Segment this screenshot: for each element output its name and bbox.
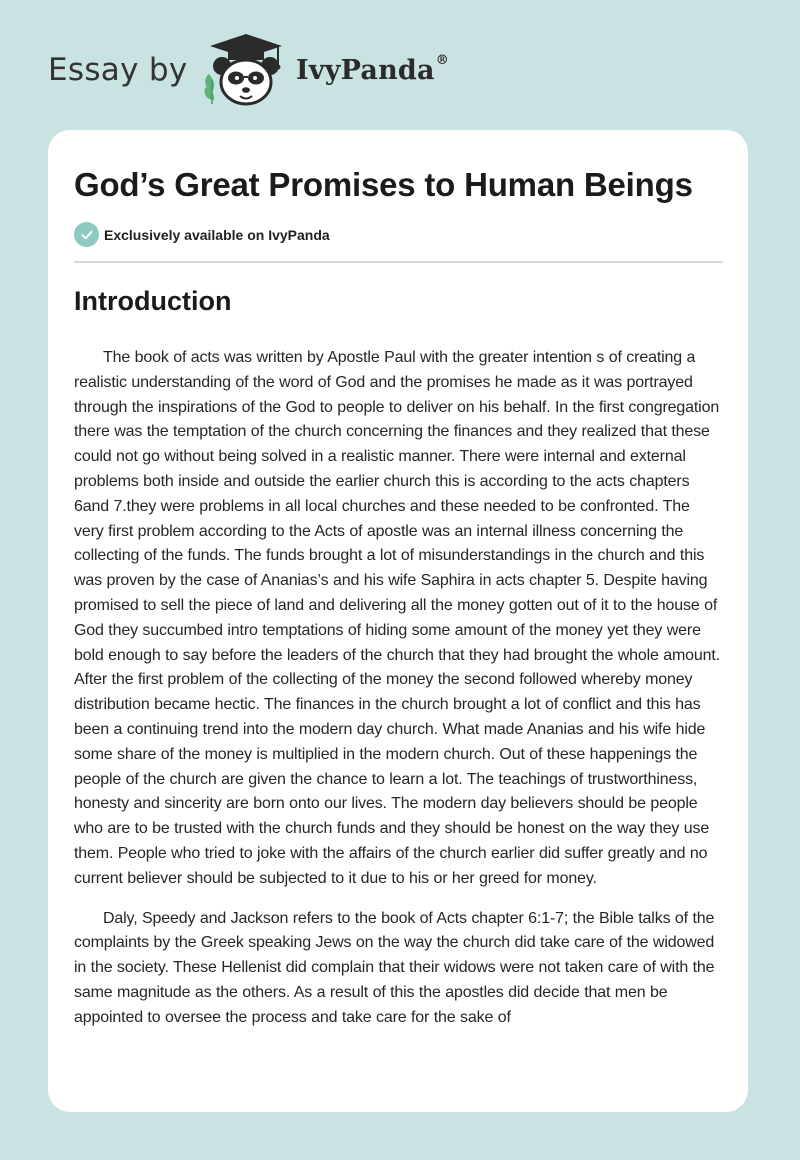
brand-name[interactable]: IvyPanda® [296, 53, 449, 86]
page-title: God’s Great Promises to Human Beings [74, 166, 693, 203]
exclusive-badge [74, 222, 330, 247]
divider [74, 261, 723, 263]
essay-by-label: Essay by [48, 52, 188, 88]
paragraph: The book of acts was written by Apostle Paul with the greater intention s of creating a realistic understanding of the word of God and the promises he made as it was portrayed through the inspirations of the God to people to deliver on his behalf. In the first congregation there was the temptation of the church concerning the finances and they realized that these could not go without being solved in a realistic manner. There were internal and external problems both inside and outside the earlier church this is according to the acts chapters 6and 7.they were problems in all local churches and these needed to be confronted. The very first problem according to the Acts of apostle was an internal illness concerning the collecting of the funds. The funds brought a lot of misunderstandings in the church and this was proven by the case of Ananias’s and his wife Saphira in acts chapter 5. Despite having promised to sell the piece of land and delivering all the money gotten out of it to the house of God they succumbed intro temptations of hiding some amount of the money yet they were bold enough to say before the leaders of the church that they had brought the whole amount. After the first problem of the collecting of the money the second followed whereby money distribution became hectic. The finances in the church brought a lot of conflict and this has been a continuing trend into the modern day church. What made Ananias and his wife hide some share of the money is multiplied in the modern church. Out of these happenings the people of the church are given the chance to learn a lot. The teachings of trustworthiness, honesty and sincerity are born onto our lives. The modern day believers should be people who are to be trusted with the church funds and they should be honest on the way they use them. People who tried to joke with the affairs of the church earlier did suffer greatly and no current believer should be subjected to it due to his or her greed for money. [74, 349, 721, 887]
site-header [0, 0, 800, 120]
check-circle-icon [74, 222, 99, 247]
panda-graduate-logo-icon[interactable] [200, 30, 292, 110]
paragraph: Daly, Speedy and Jackson refers to the book of Acts chapter 6:1-7; the Bible talks of the complaints by the Greek speaking Jews on the way the church did take care of the widowed in the society. These Hellenist did complain that their widows were not taken care of with the same magnitude as the others. As a result of this the apostles did decide that men be appointed to oversee the process and take care for the sake of [74, 909, 715, 1026]
essay-card [48, 130, 748, 1112]
section-heading: Introduction [74, 286, 232, 316]
leaf-icon [204, 74, 214, 104]
registered-mark: ® [435, 53, 449, 68]
essay-body [74, 346, 722, 1031]
exclusive-badge-label: Exclusively available on IvyPanda [104, 226, 330, 243]
